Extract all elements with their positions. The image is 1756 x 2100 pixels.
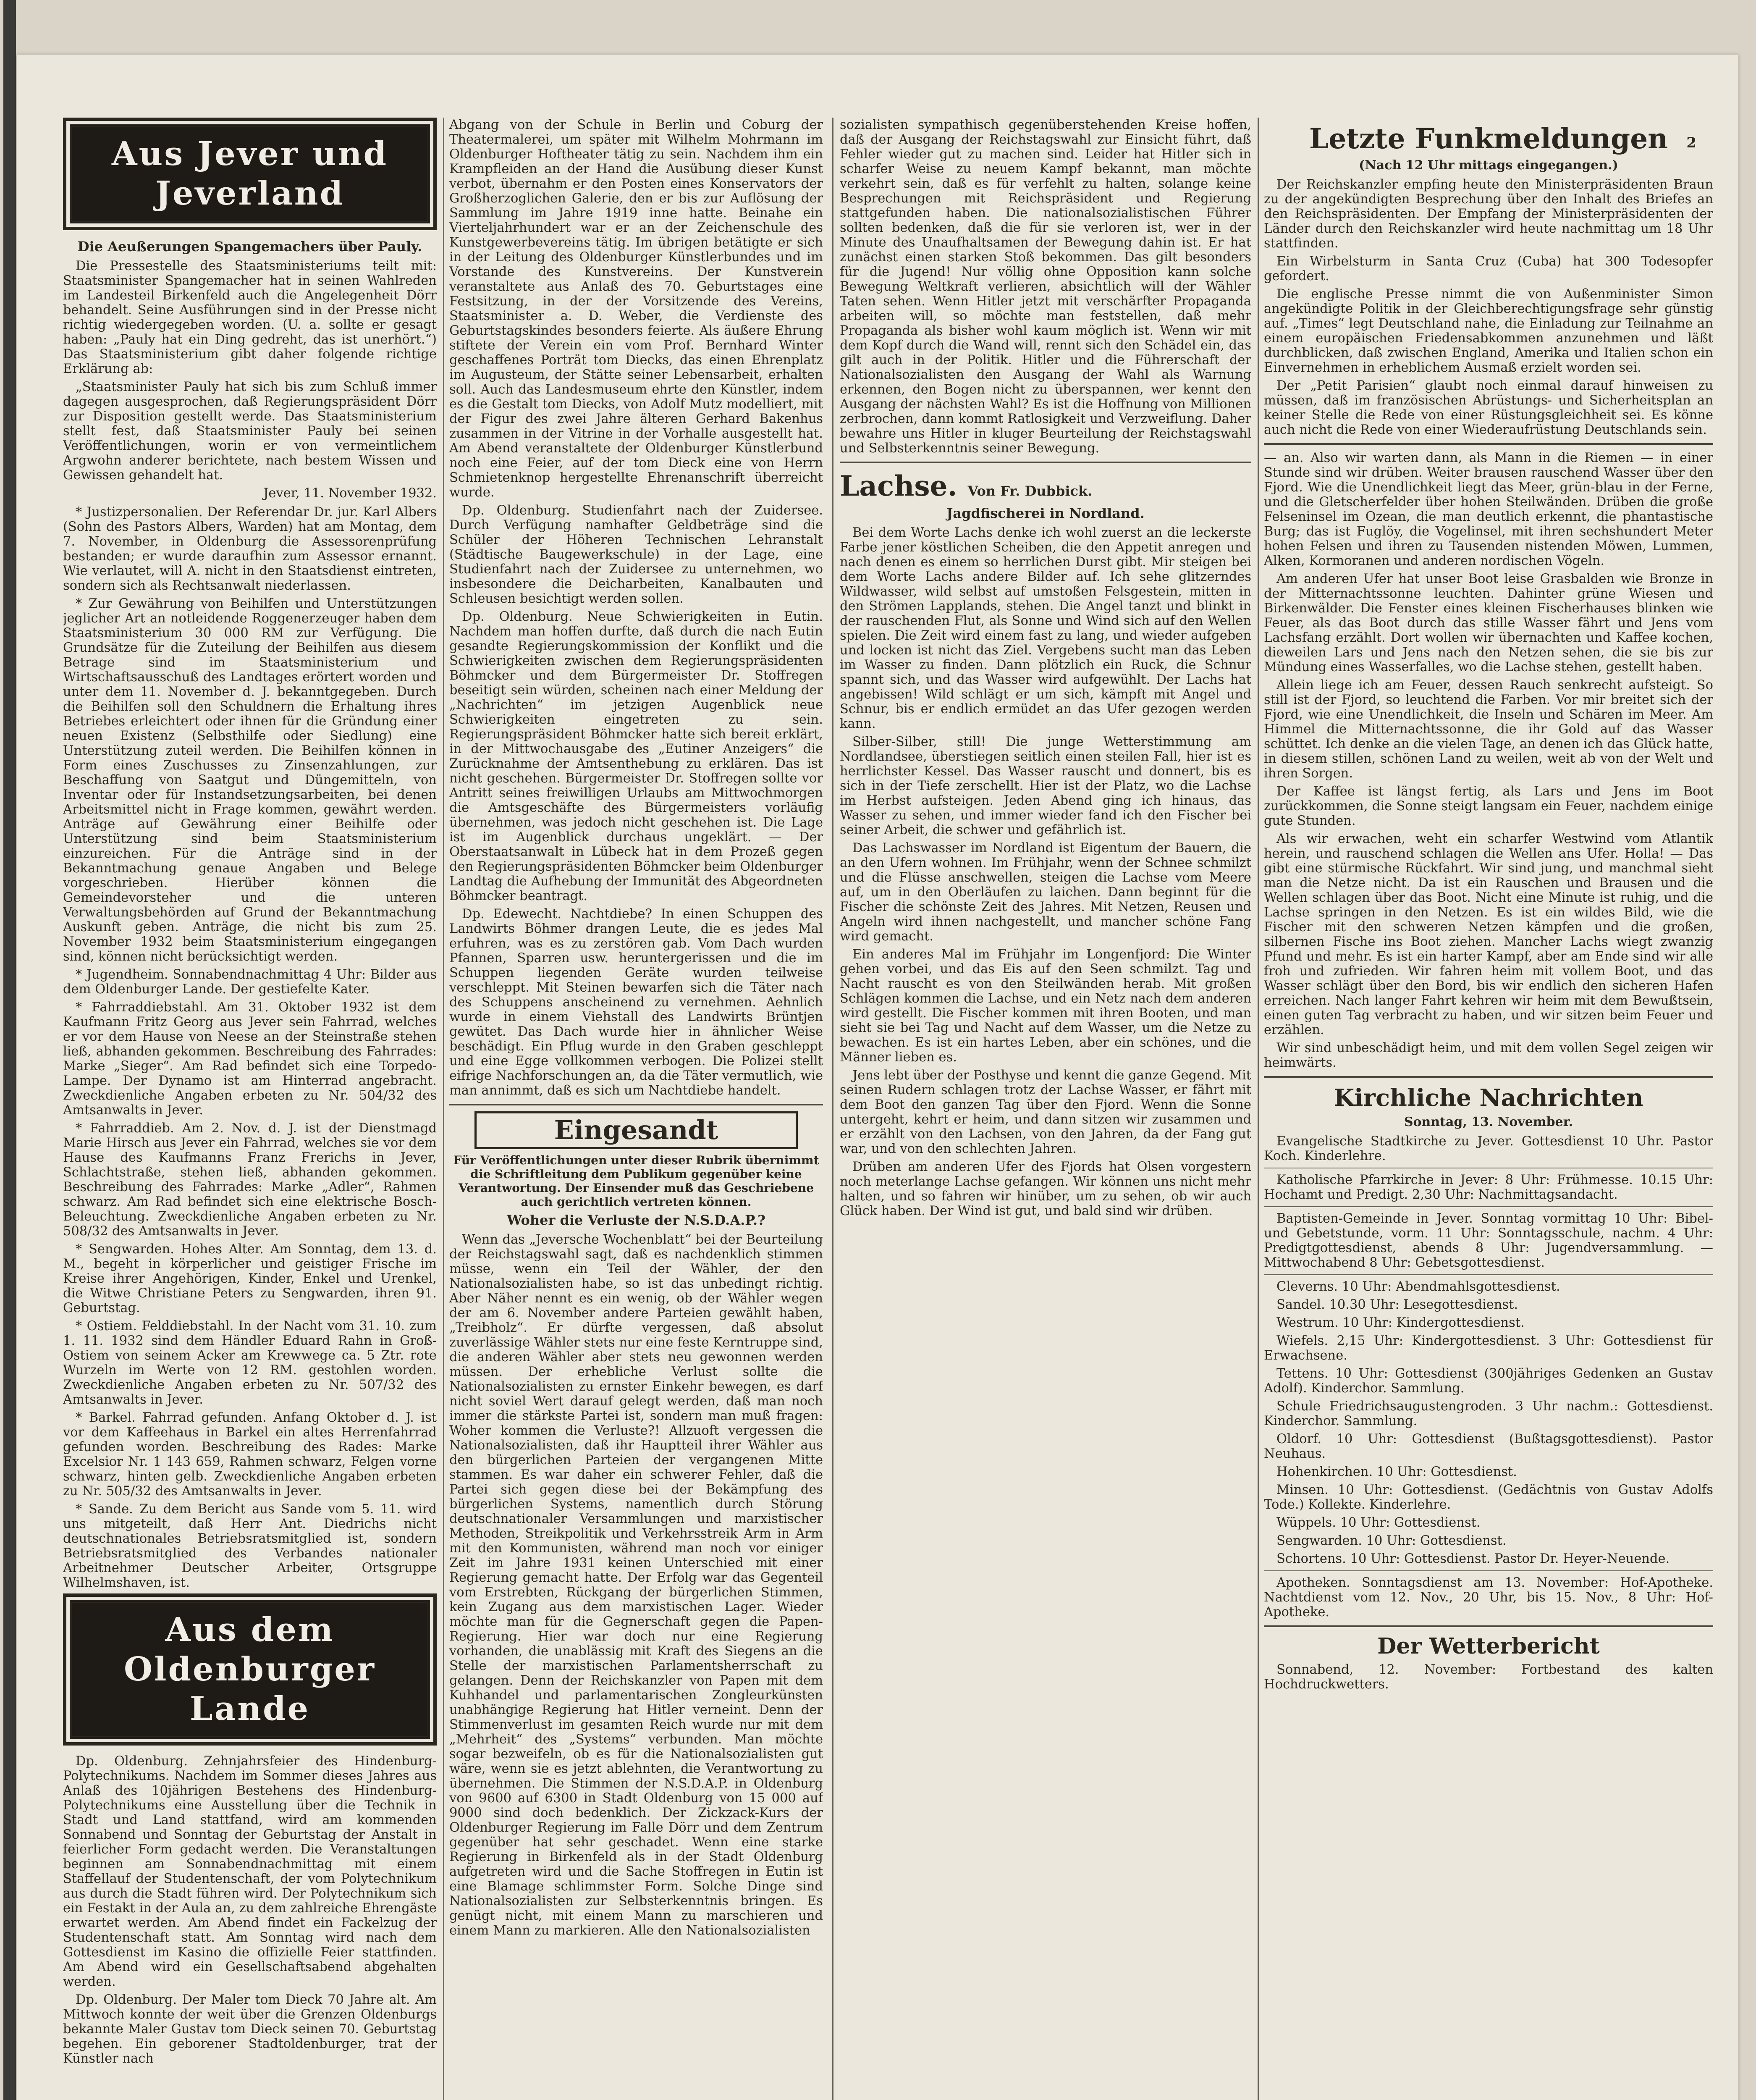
section-header-wetter: Der Wetterbericht (1377, 1633, 1600, 1659)
church-entry: Schule Friedrichsaugustengroden. 3 Uhr nachm.: Gottesdienst. Kinderchor. Sammlung. (1264, 1399, 1713, 1428)
paragraph: Die englische Presse nimmt die von Außenminister Simon angekündigte Politik in der Gleichberechtigungsfrage sehr günstig auf. „Times“ legt Deutschland nahe, die Einladung zur Teilnahme an einem europäischen Friedensabkommen anzunehmen und läßt durchblicken, daß zwischen England, Amerika und Italien schon ein Einvernehmen in erheblichem Ausmaß erzielt worden sei. (1264, 287, 1713, 375)
byline: Von Fr. Dubbick. (967, 483, 1093, 499)
paragraph: * Justizpersonalien. Der Referendar Dr. jur. Karl Albers (Sohn des Pastors Albers, Warden) hat am Montag, dem 7. November, in Oldenburg die Assessorenprüfung bestanden; er wurde daraufhin zum Assessor ernannt. Wie verlautet, will A. nicht in den Staatsdienst eintreten, sondern sich als Rechtsanwalt niederlassen. (63, 505, 437, 593)
section-header-kirchlich: Kirchliche Nachrichten (1334, 1084, 1643, 1112)
section-header-frame (63, 118, 437, 230)
pharmacy-notice: Apotheken. Sonntagsdienst am 13. November: Hof-Apotheke. Nachtdienst vom 12. Nov., 20 Uhr, bis 15. Nov., 8 Uhr: Hof-Apotheke. (1264, 1575, 1713, 1620)
paragraph: Allein liege ich am Feuer, dessen Rauch senkrecht aufsteigt. So still ist der Fjord, so leuchtend die Farben. Vor mir breitet sich der Fjord, wie eine Unendlichkeit, die Inseln und Schären im Meer. Am Himmel die Mitternachtssonne, die ihr Gold auf das Wasser schüttet. Ich denke an die vielen Tage, an denen ich das Glück hatte, in diesem stillen, schönen Land zu weilen, weit ab von der Welt und ihren Sorgen. (1264, 678, 1713, 781)
paragraph: Jens lebt über der Posthyse und kennt die ganze Gegend. Mit seinen Rudern schlagen trotz der Lachse Wasser, er fährt mit dem Boot den ganzen Tag über den Fjord. Wenn die Sonne untergeht, kehrt er heim, und dann sitzen wir zusammen und er erzählt von den Lachsen, von den Jahren, da der Fang gut war, und von den schlechten Jahren. (840, 1068, 1251, 1156)
church-entry: Westrum. 10 Uhr: Kindergottesdienst. (1276, 1315, 1525, 1330)
church-entry: Minsen. 10 Uhr: Gottesdienst. (Gedächtnis von Gustav Adolfs Tode.) Kollekte. Kinderlehre. (1264, 1483, 1713, 1512)
paragraph: Silber-Silber, still! Die junge Wetterstimmung am Nordlandsee, überstiegen seitlich einen steilen Fall, hier ist es herrlichster Kessel. Das Wasser rauscht und donnert, bis es sich in der Tiefe zerschellt. Hier ist der Platz, wo die Lachse im Herbst aufsteigen. Jeden Abend ging ich hinaus, das Wasser zu sehen, und immer wieder fand ich den Fischer bei seiner Arbeit, die schwer und gefährlich ist. (840, 735, 1251, 837)
paragraph: Abgang von der Schule in Berlin und Coburg der Theatermalerei, um später mit Wilhelm Mohrmann im Oldenburger Hoftheater tätig zu sein. Nachdem ihm ein Krampfleiden an der Hand die Ausübung dieser Kunst verbot, übernahm er den Posten eines Konservators der Großherzoglichen Galerie, den er bis zur Auflösung der Sammlung im Jahre 1919 inne hatte. Beinahe ein Vierteljahrhundert war er an der Zeichenschule des Kunstgewerbevereins tätig. Im übrigen betätigte er sich in der Leitung des Oldenburger Künstlerbundes und im Vorstande des Kunstvereins. Der Kunstverein veranstaltete aus Anlaß des 70. Geburtstages eine Festsitzung, in der der Vorsitzende des Vereins, Staatsminister a. D. Weber, die Verdienste des Geburtstagskindes besonders feierte. Als äußere Ehrung stiftete der Verein ein vom Prof. Bernhard Winter geschaffenes Porträt tom Diecks, das einen Ehrenplatz im Augusteum, der Stätte seiner Lebensarbeit, erhalten soll. Auch das Landesmuseum ehrte den Künstler, indem es die Gestalt tom Diecks, von Adolf Mutz modelliert, mit der Figur des zwei Jahre älteren Gerhard Bakenhus zusammen in der Vitrine in der Vorhalle ausgestellt hat. Am Abend veranstaltete der Oldenburger Künstlerbund noch eine Feier, auf der tom Dieck eine von Herrn Schmietenknop hergestellte Ehrenanschrift überreicht wurde. (449, 118, 823, 500)
divider (1264, 1274, 1713, 1275)
paragraph: Drüben am anderen Ufer des Fjords hat Olsen vorgestern noch meterlange Lachse gefangen. Wir können uns nicht mehr halten, und so fahren wir hinüber, um zu sehen, ob wir auch Glück haben. Der Wind ist gut, und bald sind wir drüben. (840, 1160, 1251, 1218)
paragraph: Die Pressestelle des Staatsministeriums teilt mit: Staatsminister Spangemacher hat in seinen Wahlreden im Landesteil Birkenfeld auch die Angelegenheit Dörr behandelt. Seine Ausführungen sind in der Presse nicht richtig wiedergegeben worden. (U. a. sollte er gesagt haben: „Pauly hat ein Ding gedreht, das ist unerhört.“) Das Staatsministerium gibt daher folgende richtige Erklärung ab: (63, 259, 437, 376)
paragraph: — an. Also wir warten dann, als Mann in die Riemen — in einer Stunde sind wir drüben. Weiter brausen rauschend Wasser über den Fjord. Wie die Unendlichkeit liegt das Meer, grün-blau in der Ferne, und die Gletscherfelder über hohen Steilwänden. Drüben die große Felseninsel im Ozean, die man deutlich erkennt, die phantastische Burg; das ist Fuglöy, die Vogelinsel, mit ihren sechshundert Meter hohen Felsen und ihren zu Tausenden nistenden Möwen, Lummen, Alken, Kormoranen und anderen nordischen Vögeln. (1264, 451, 1713, 568)
feuilleton-title: Lachse. (840, 470, 957, 502)
paragraph: * Zur Gewährung von Beihilfen und Unterstützungen jeglicher Art an notleidende Roggenerzeuger haben dem Staatsministerium 30 000 RM zur Verfügung. Die Grundsätze für die Zuteilung der Beihilfen aus diesem Betrage sind im Staatsministerium und Wirtschaftsausschuß des Landtages erörtert worden und unter dem 11. November d. J. bekanntgegeben. Durch die Beihilfen soll den Schuldnern die Erhaltung ihres Betriebes erleichtert oder ihnen für die Gründung einer neuen Existenz (Selbsthilfe oder Siedlung) eine Unterstützung zuteil werden. Die Beihilfen können in Form eines Zuschusses zu Zinsenzahlungen, zur Beschaffung von Saatgut und Düngemitteln, von Inventar oder für Instandsetzungsarbeiten, bei denen Arbeitsmittel nicht in Frage kommen, gewährt werden. Anträge auf Gewährung einer Beihilfe oder Unterstützung sind beim Staatsministerium einzureichen. Für die Anträge sind in der Bekanntmachung genaue Angaben und Belege vorgeschrieben. Hierüber können die Gemeindevorsteher und die unteren Verwaltungsbehörden auf Grund der Bekanntmachung Auskunft geben. Anträge, die nicht bis zum 25. November 1932 beim Staatsministerium eingegangen sind, können nicht berücksichtigt werden. (63, 596, 437, 964)
paragraph: Wenn das „Jeversche Wochenblatt“ bei der Beurteilung der Reichstagswahl sagt, daß es nachdenklich stimmen müsse, wenn ein Teil der Wähler, der den Nationalsozialisten habe, so ist das unbedingt richtig. Aber Näher nennt es ein wenig, ob der Wähler wegen der am 6. November andere Parteien gewählt haben, „Treibholz“. Er dürfte vergessen, daß absolut zuverlässige Wähler stets nur eine feste Kerntruppe sind, die anderen Wähler aber stets neu gewonnen werden müssen. Der erhebliche Verlust sollte die Nationalsozialisten zu ernster Einkehr bewegen, es darf nicht soviel Wert darauf gelegt werden, daß man noch immer die stärkste Partei ist, sondern man muß fragen: Woher kommen die Verluste?! Allzuoft vergessen die Nationalsozialisten, daß ihr Hauptteil ihrer Wähler aus den bürgerlichen Parteien der vergangenen Mitte stammen. Es war daher ein schwerer Fehler, daß die Partei sich gegen diese bei der Bekämpfung des bürgerlichen Systems, namentlich durch Störung deutschnationaler Versammlungen und marxistischer Methoden, Streikpolitik und Verkehrsstreik Arm in Arm mit den Kommunisten, während man noch vor einiger Zeit im Jahre 1931 keinen Unterschied mit einer Regierung gemacht hatte. Der Erfolg war das Gegenteil vom Erstrebten, Rückgang der bürgerlichen Stimmen, kein Zugang aus dem marxistischen Lager. Wieder möchte man für die Gegnerschaft gegen die Papen-Regierung. Hier war doch nur eine Regierung vorhanden, die unablässig mit Kraft des Siegens an die Stelle der marxistischen Parlamentsherrschaft zu gelangen. Denn der Reichskanzler von Papen mit dem Kuhhandel und parlamentarischen Zongleurkünsten unabhängige Regierung hat Hitler verneint. Denn der Stimmenverlust im gesamten Reich wurde nur mit dem „Mehrheit“ des „Systems“ verbunden. Man möchte sogar bezweifeln, ob es für die Nationalsozialisten gut wäre, wenn sie es jetzt ablehnten, die Verantwortung zu übernehmen. Die Stimmen der N.S.D.A.P. in Oldenburg von 9600 auf 6300 in Stadt Oldenburg von 15 000 auf 9000 sind doch bedenklich. Der Zickzack-Kurs der Oldenburger Regierung im Falle Dörr und dem Zentrum gegenüber hat sehr geschadet. Wenn eine starke Regierung in Birkenfeld als in der Stadt Oldenburg aufgetreten wird und die Sache Stoffregen in Eutin ist eine Blamage schlimmster Form. Solche Dinge sind Nationalsozialisten zur Selbsterkenntnis bringen. Es genügt nicht, mit einem Mann zu marschieren und einem Mann zu markieren. Alle den Nationalsozialisten (449, 1232, 823, 1938)
paragraph: * Ostiem. Felddiebstahl. In der Nacht vom 31. 10. zum 1. 11. 1932 sind dem Händler Eduard Rahn in Groß-Ostiem von seinem Acker am Krewwege ca. 5 Ztr. rote Wurzeln im Werte von 12 RM. gestohlen worden. Zweckdienliche Angaben erbeten zu Nr. 507/32 des Amtsanwalts in Jever. (63, 1319, 437, 1407)
column-3 (840, 118, 1251, 2100)
article-headline: Die Aeußerungen Spangemachers über Pauly. (77, 239, 422, 255)
divider (1264, 1625, 1713, 1627)
paragraph: Als wir erwachen, weht ein scharfer Westwind vom Atlantik herein, und rauschend schlagen die Wellen ans Ufer. Holla! — Das gibt eine stürmische Rückfahrt. Wir sind jung, und manchmal sieht man die Netze nicht. Da ist ein Rauschen und Brausen und die Wellen schlagen über das Boot. Nicht eine Minute ist ruhig, und die Lachse springen in den Netzen. Es ist ein wildes Bild, wie die Fischer mit den schweren Netzen kämpfen und die großen, silbernen Fische ins Boot ziehen. Mancher Lachs wiegt zwanzig Pfund und mehr. Es ist ein harter Kampf, aber am Ende sind wir alle froh und zufrieden. Wir fahren heim mit vollem Boot, und das Wasser schlägt über den Bord, bis wir endlich den sicheren Hafen erreichen. Nach langer Fahrt kehren wir heim mit dem Bewußtsein, einen guten Tag verbracht zu haben, und wir sitzen beim Feuer und erzählen. (1264, 832, 1713, 1037)
church-entry: Tettens. 10 Uhr: Gottesdienst (300jähriges Gedenken an Gustav Adolf). Kinderchor. Sammlung. (1264, 1366, 1713, 1396)
paragraph: * Barkel. Fahrrad gefunden. Anfang Oktober d. J. ist vor dem Kaffeehaus in Barkel ein altes Herrenfahrrad gefunden worden. Beschreibung des Rades: Marke Excelsior Nr. 1 143 659, Rahmen schwarz, Felgen vorne schwarz, hinten gelb. Zweckdienliche Angaben erbeten zu Nr. 505/32 des Amtsanwalts in Jever. (63, 1410, 437, 1499)
section-header-funkmeldungen: Letzte Funkmeldungen (1309, 122, 1668, 155)
column-rule (832, 118, 833, 2100)
newspaper-page (17, 55, 1738, 2100)
paragraph: Der „Petit Parisien“ glaubt noch einmal darauf hinweisen zu müssen, daß im französischen Abrüstungs- und Sicherheitsplan an keiner Stelle die Rede von einer Rüstungsgleichheit sei. Es könne auch nicht die Rede von einer Wiederaufrüstung Deutschlands sein. (1264, 378, 1713, 437)
paragraph: Ein Wirbelsturm in Santa Cruz (Cuba) hat 300 Todesopfer gefordert. (1264, 254, 1713, 284)
editorial-note: Für Veröffentlichungen unter dieser Rubrik übernimmt die Schriftleitung dem Publikum gegenüber keine Verantwortung. Der Einsender muß das Geschriebene auch gerichtlich vertreten können. (453, 1153, 819, 1209)
paragraph: Der Reichskanzler empfing heute den Ministerpräsidenten Braun zu der angekündigten Besprechung über den Inhalt des Briefes an den Reichspräsidenten. Der Empfang der Ministerpräsidenten der Länder durch den Reichskanzler wird heute nachmittag um 18 Uhr stattfinden. (1264, 177, 1713, 251)
paragraph: * Sande. Zu dem Bericht aus Sande vom 5. 11. wird uns mitgeteilt, daß Herr Ant. Diedrichs nicht deutschnationales Betriebsratsmitglied ist, sondern Betriebsratsmitglied des Verbandes nationaler Arbeitnehmer Deutscher Arbeiter, Ortsgruppe Wilhelmshaven, ist. (63, 1502, 437, 1590)
paragraph: „Staatsminister Pauly hat sich bis zum Schluß immer dagegen ausgesprochen, daß Regierungspräsident Dörr zur Disposition gestellt werde. Das Staatsministerium stellt fest, daß Staatsminister Pauly bei seinen Veröffentlichungen, worin er von vermeintlichem Argwohn anderer berichtete, nach bestem Wissen und Gewissen gehandelt hat. (63, 380, 437, 483)
paragraph: Ein anderes Mal im Frühjahr im Longenfjord: Die Winter gehen vorbei, und das Eis auf den Seen schmilzt. Tag und Nacht rauscht es von den Steilwänden herab. Mit großen Schlägen kommen die Lachse, und ein Netz nach dem anderen wird gestellt. Die Fischer kommen mit ihren Booten, und man sieht sie bei Tag und Nacht auf dem Wasser, um die Netze zu bewachen. Es ist ein hartes Leben, aber ein schönes, und die Männer lieben es. (840, 947, 1251, 1065)
divider (449, 1104, 823, 1105)
divider (1264, 1570, 1713, 1571)
article-headline: Woher die Verluste der N.S.D.A.P.? (507, 1212, 765, 1228)
church-entry: Evangelische Stadtkirche zu Jever. Gottesdienst 10 Uhr. Pastor Koch. Kinderlehre. (1264, 1134, 1713, 1163)
paragraph: * Jugendheim. Sonnabendnachmittag 4 Uhr: Bilder aus dem Oldenburger Lande. Der gestiefelte Kater. (63, 967, 437, 997)
column-1 (63, 118, 437, 2100)
divider (1264, 443, 1713, 445)
paragraph: sozialisten sympathisch gegenüberstehenden Kreise hoffen, daß der Ausgang der Reichstagswahl zur Einsicht führt, daß Fehler wieder gut zu machen sind. Leider hat Hitler sich in scharfer Weise zu neuem Kampf bekannt, man möchte verkehrt sein, daß es für verfehlt zu halten, solange keine Besprechungen mit Reichspräsident und Regierung stattgefunden haben. Die nationalsozialistischen Führer sollten bedenken, daß die für sie verloren ist, wer in der Minute des Unaufhaltsamen der Bewegung dahin ist. Er hat zunächst einen starken Stoß bekommen. Das gilt besonders für die Jugend! Nur völlig ohne Opposition kann solche Bewegung Weltkraft verlieren, absichtlich will der Wähler Taten sehen. Wenn Hitler jetzt mit verschärfter Propaganda arbeiten will, so möchte man feststellen, daß mehr Propaganda als bisher wohl kaum möglich ist. Wenn wir mit dem Kopf durch die Wand will, rennt sich den Schädel ein, das gilt auch in der Politik. Hitler und die Führerschaft der Nationalsozialisten den Ausgang der Wahl als Warnung erkennen, den Bogen nicht zu überspannen, wer kennt den Ausgang der nächsten Wahl? Es ist die Hoffnung von Millionen zerbrochen, dann kommt Ratlosigkeit und Verzweiflung. Daher bewahre uns Hitler in kluger Beurteilung der Reichstagswahl und Selbsterkenntnis seiner Bewegung. (840, 118, 1251, 456)
paragraph: Dp. Oldenburg. Studienfahrt nach der Zuidersee. Durch Verfügung namhafter Geldbeträge sind die Schüler der Höheren Technischen Lehranstalt (Städtische Baugewerkschule) in der Lage, eine Studienfahrt nach der Zuidersee zu unternehmen, wo insbesondere die Deicharbeiten, Kanalbauten und Schleusen besichtigt werden sollen. (449, 503, 823, 606)
column-rule (1258, 118, 1259, 2100)
church-entry: Schortens. 10 Uhr: Gottesdienst. Pastor Dr. Heyer-Neuende. (1276, 1551, 1670, 1566)
paragraph: * Fahrraddieb. Am 2. Nov. d. J. ist der Dienstmagd Marie Hirsch aus Jever ein Fahrrad, welches sie vor dem Hause des Kaufmanns Franz Frerichs in Jever, Schlachtstraße, stehen ließ, abhanden gekommen. Beschreibung des Fahrrades: Marke „Adler“, Rahmen schwarz. Am Rad befindet sich eine elektrische Bosch-Beleuchtung. Zweckdienliche Angaben erbeten zu Nr. 508/32 des Amtsanwalts in Jever. (63, 1121, 437, 1239)
weather-report: Sonnabend, 12. November: Fortbestand des kalten Hochdruckwetters. (1264, 1662, 1713, 1692)
church-entry: Sandel. 10.30 Uhr: Lesegottesdienst. (1276, 1297, 1518, 1312)
dateline: Jever, 11. November 1932. (263, 486, 437, 501)
feuilleton-heading (840, 469, 1251, 503)
section-subtitle: (Nach 12 Uhr mittags eingegangen.) (1359, 158, 1618, 173)
column-4 (1264, 118, 1713, 2100)
paragraph: Der Kaffee ist längst fertig, als Lars und Jens im Boot zurückkommen, die Sonne steigt langsam ein Feuer, nachdem einige gute Stunden. (1264, 784, 1713, 828)
church-entry: Wüppels. 10 Uhr: Gottesdienst. (1276, 1515, 1481, 1530)
church-entry: Sengwarden. 10 Uhr: Gottesdienst. (1276, 1533, 1507, 1548)
church-entry: Hohenkirchen. 10 Uhr: Gottesdienst. (1276, 1465, 1517, 1479)
article-subtitle: Jagdfischerei in Nordland. (946, 505, 1145, 521)
paragraph: Dp. Oldenburg. Zehnjahrsfeier des Hindenburg-Polytechnikums. Nachdem im Sommer dieses Jahres aus Anlaß des 10jährigen Bestehens des Hindenburg-Polytechnikums eine Ausstellung über die Technik in Stadt und Land stattfand, wird am kommenden Sonnabend und Sonntag der Geburtstag der Anstalt in feierlicher Form gedacht werden. Die Veranstaltungen beginnen am Sonnabendnachmittag mit einem Staffellauf der Studentenschaft, der vom Polytechnikum aus durch die Stadt führen wird. Der Polytechnikum sich ein Festakt in der Aula an, zu dem zahlreiche Ehrengäste erwartet werden. Am Abend findet ein Fackelzug der Studentenschaft statt. Am Sonntag wird nach dem Gottesdienst im Kasino die offizielle Feier stattfinden. Am Abend wird ein Gesellschaftsabend abgehalten werden. (63, 1754, 437, 1989)
church-entry: Cleverns. 10 Uhr: Abendmahlsgottesdienst. (1276, 1279, 1560, 1294)
paragraph: Bei dem Worte Lachs denke ich wohl zuerst an die leckerste Farbe jener köstlichen Scheiben, die den Appetit anregen und nach denen es einem so herrlichen Durst gibt. Mir steigen bei dem Worte Lachs andere Bilder auf. Ich sehe glitzerndes Wildwasser, wild selbst auf umstoßen Felsgestein, mitten in den Strömen Lapplands, stehen. Die Angel tanzt und blinkt in der rauschenden Flut, als Sonne und Wind sich auf den Wellen spielen. Die Zeit wird einem fast zu lang, und wieder aufgeben und locken ist nicht das Ziel. Vergebens sucht man das Leben im Wasser zu finden. Dann plötzlich ein Ruck, die Schnur spannt sich, und das Wasser wird aufgewühlt. Der Lachs hat angebissen! Wild schlägt er um sich, kämpft mit Angel und Schnur, bis er endlich ermüdet an das Ufer gezogen werden kann. (840, 525, 1251, 731)
divider (1264, 1076, 1713, 1078)
paragraph: Wir sind unbeschädigt heim, und mit dem vollen Segel zeigen wir heimwärts. (1264, 1041, 1713, 1070)
paragraph: * Fahrraddiebstahl. Am 31. Oktober 1932 ist dem Kaufmann Fritz Georg aus Jever sein Fahrrad, welches er vor dem Hause von Neese an der Steinstraße stehen ließ, abhanden gekommen. Beschreibung des Fahrrades: Marke „Sieger“. Am Rad befindet sich eine Torpedo-Lampe. Der Dynamo ist am Hinterrad angebracht. Zweckdienliche Angaben erbeten zu Nr. 504/32 des Amtsanwalts in Jever. (63, 1000, 437, 1118)
section-header-eingesandt: Eingesandt (474, 1111, 798, 1149)
section-header-oldenburg: Aus dem Oldenburger Lande (70, 1600, 430, 1739)
section-subtitle: Sonntag, 13. November. (1404, 1115, 1573, 1129)
paragraph: * Sengwarden. Hohes Alter. Am Sonntag, dem 13. d. M., begeht in körperlicher und geistiger Frische im Kreise ihrer Angehörigen, Kinder, Enkel und Urenkel, die Witwe Christiane Peters zu Sengwarden, ihren 91. Geburtstag. (63, 1242, 437, 1315)
page-folio: 2 (1686, 134, 1696, 151)
column-2 (449, 118, 823, 2100)
paragraph: Das Lachswasser im Nordland ist Eigentum der Bauern, die an den Ufern wohnen. Im Frühjahr, wenn der Schnee schmilzt und die Flüsse anschwellen, steigen die Lachse vom Meere auf, um in den Oberläufen zu laichen. Dann beginnt für die Fischer die schönste Zeit des Jahres. Mit Netzen, Reusen und Angeln wird ihnen nachgestellt, und mancher schöne Fang wird gemacht. (840, 841, 1251, 944)
section-header-frame (63, 1593, 437, 1746)
church-entry: Oldorf. 10 Uhr: Gottesdienst (Bußtagsgottesdienst). Pastor Neuhaus. (1264, 1432, 1713, 1461)
column-rule (443, 118, 444, 2100)
church-entry: Katholische Pfarrkirche in Jever: 8 Uhr: Frühmesse. 10.15 Uhr: Hochamt und Predigt. 2,30 Uhr: Nachmittagsandacht. (1264, 1173, 1713, 1202)
divider (840, 462, 1251, 463)
paragraph: Am anderen Ufer hat unser Boot leise Grasbalden wie Bronze in der Mitternachtssonne leuchten. Dahinter grüne Wiesen und Birkenwälder. Die Fenster eines kleinen Fischerhauses blinken wie Feuer, als das Boot durch das stille Wasser fährt und Jens vom Lachsfang erzählt. Dort wollen wir übernachten und Kaffee kochen, dieweilen Lars und Jens nach den Netzen sehen, die sie bis zur Mündung eines Wasserfalles, wo die Lachse stehen, gestellt haben. (1264, 572, 1713, 675)
church-entry: Baptisten-Gemeinde in Jever. Sonntag vormittag 10 Uhr: Bibel- und Gebetstunde, vorm. 11 Uhr: Sonntagsschule, nachm. 4 Uhr: Predigtgottesdienst, abends 8 Uhr: Jugendversammlung. — Mittwochabend 8 Uhr: Gebetsgottesdienst. (1264, 1211, 1713, 1270)
section-header-jever: Aus Jever und Jeverland (70, 124, 430, 223)
church-entry: Wiefels. 2,15 Uhr: Kindergottesdienst. 3 Uhr: Gottesdienst für Erwachsene. (1264, 1334, 1713, 1363)
paragraph: Dp. Oldenburg. Neue Schwierigkeiten in Eutin. Nachdem man hoffen durfte, daß durch die nach Eutin gesandte Regierungskommission der Konflikt und die Schwierigkeiten zwischen dem Regierungspräsidenten Böhmcker und dem Bürgermeister Dr. Stoffregen beseitigt sein würden, scheinen nach einer Meldung der „Nachrichten“ im jetzigen Augenblick neue Schwierigkeiten eingetreten zu sein. Regierungspräsident Böhmcker hatte sich bereit erklärt, in der Mittwochausgabe des „Eutiner Anzeigers“ die Zurücknahme der Amtsenthebung zu erklären. Das ist nicht geschehen. Bürgermeister Dr. Stoffregen sollte vor Antritt seines freiwilligen Urlaubs am Mittwochmorgen die Amtsgeschäfte des Bürgermeisters vorläufig übernehmen, was jedoch nicht geschehen ist. Die Lage ist im Augenblick durchaus ungeklärt. — Der Oberstaatsanwalt in Lübeck hat in dem Prozeß gegen den Regierungspräsidenten Böhmcker beim Oldenburger Landtag die Aufhebung der Immunität des Abgeordneten Böhmcker beantragt. (449, 609, 823, 903)
paragraph: Dp. Oldenburg. Der Maler tom Dieck 70 Jahre alt. Am Mittwoch konnte der weit über die Grenzen Oldenburgs bekannte Maler Gustav tom Dieck seinen 70. Geburtstag begehen. Ein geborener Stadtoldenburger, trat der Künstler nach (63, 1992, 437, 2066)
paragraph: Dp. Edewecht. Nachtdiebe? In einen Schuppen des Landwirts Böhmer drangen Leute, die es jedes Mal erfuhren, was es zu zerstören gab. Vom Dach wurden Pfannen, Sparren usw. heruntergerissen und die im Schuppen liegenden Geräte wurden teilweise verschleppt. Mit Steinen bewarfen sich die Täter nach des Schuppens anscheinend zu vernehmen. Aehnlich wurde in einem Viehstall des Landwirts Brüntjen gewütet. Das Dach wurde hier in ähnlicher Weise beschädigt. Ein Pflug wurde in den Graben geschleppt und eine Egge vollkommen verbogen. Die Polizei stellt eifrige Nachforschungen an, da die Täter vermutlich, wie man annimmt, daß es sich um Nachtdiebe handelt. (449, 907, 823, 1098)
divider (1264, 1206, 1713, 1207)
binding-edge (3, 0, 16, 2100)
